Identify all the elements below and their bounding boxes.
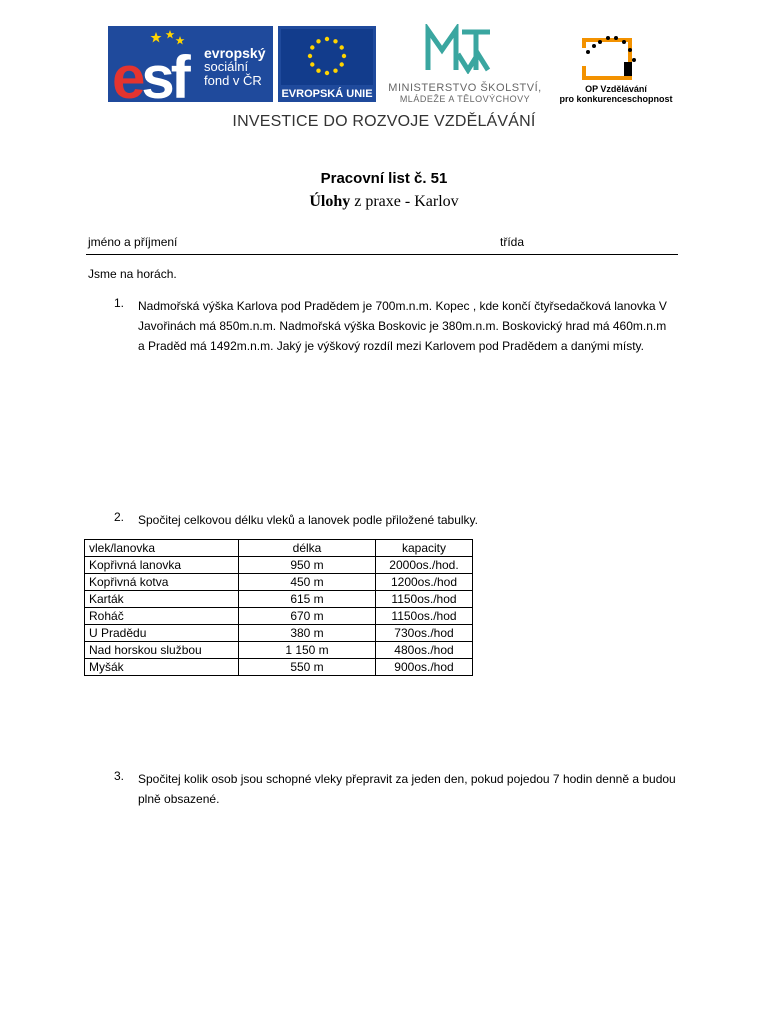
task-3-number: 3. — [114, 769, 125, 783]
table-row — [85, 642, 473, 659]
cell-capacity: 730os./hod — [376, 625, 473, 642]
cell-length: 1 150 m — [239, 642, 376, 659]
class-label: třída — [500, 235, 525, 249]
cell-capacity: 1200os./hod — [376, 574, 473, 591]
op-mark-icon — [578, 30, 638, 84]
cell-length: 670 m — [239, 608, 376, 625]
esf-letters: esf — [112, 44, 187, 111]
intro-text: Jsme na horách. — [88, 267, 177, 281]
table-row — [85, 659, 473, 676]
cell-capacity: 1150os./hod — [376, 608, 473, 625]
eu-flag — [281, 29, 373, 85]
cell-length: 950 m — [239, 557, 376, 574]
cell-lift: Roháč — [85, 608, 239, 625]
msmt-line1: MINISTERSTVO ŠKOLSTVÍ, — [388, 82, 542, 94]
op-line2: pro konkurenceschopnost — [559, 94, 673, 104]
cell-lift: U Pradědu — [85, 625, 239, 642]
lifts-table — [84, 539, 473, 676]
subtitle-rest: z praxe - Karlov — [350, 193, 459, 210]
esf-words — [204, 46, 265, 88]
op-line1: OP Vzdělávání — [585, 84, 647, 94]
page-subtitle — [0, 193, 768, 211]
msmt-logo — [380, 24, 550, 104]
cell-lift: Myšák — [85, 659, 239, 676]
cell-capacity: 480os./hod — [376, 642, 473, 659]
cell-lift: Karták — [85, 591, 239, 608]
table-row — [85, 625, 473, 642]
page-title: Pracovní list č. 51 — [320, 170, 448, 187]
table-row — [85, 591, 473, 608]
cell-capacity: 1150os./hod — [376, 591, 473, 608]
task-2-number: 2. — [114, 510, 125, 524]
tagline: INVESTICE DO ROZVOJE VZDĚLÁVÁNÍ — [232, 113, 536, 130]
msmt-line2: MLÁDEŽE A TĚLOVÝCHOVY — [399, 94, 531, 104]
esf-logo — [108, 26, 273, 111]
task-2-text: Spočitej celkovou délku vleků a lanovek podle přiložené tabulky. — [138, 513, 478, 527]
cell-lift: Kopřivná lanovka — [85, 557, 239, 574]
column-header-lift: vlek/lanovka — [85, 540, 239, 557]
cell-lift: Kopřivná kotva — [85, 574, 239, 591]
cell-length: 550 m — [239, 659, 376, 676]
column-header-length: délka — [239, 540, 376, 557]
name-line — [86, 254, 678, 255]
msmt-mark-icon — [424, 24, 494, 74]
cell-length: 380 m — [239, 625, 376, 642]
table-header-row — [85, 540, 473, 557]
cell-length: 450 m — [239, 574, 376, 591]
eu-logo — [278, 26, 376, 102]
esf-line3: fond v ČR — [204, 73, 262, 88]
column-header-capacity: kapacity — [376, 540, 473, 557]
subtitle-bold: Úlohy — [309, 193, 351, 210]
table-row — [85, 557, 473, 574]
task-1-text: Nadmořská výška Karlova pod Pradědem je 700m.n.m. Kopec , kde končí čtyřsedačková lanovka V Javořinách má 850m.n.m. Nadmořská výška Boskovic je 380m.n.m. Boskovický hrad má 460m.n.m a Praděd má 1492m.n.m. Jaký je výškový rozdíl mezi Karlovem pod Pradědem a danými místy. — [138, 299, 667, 353]
eu-label: EVROPSKÁ UNIE — [281, 88, 373, 100]
task-1-number: 1. — [114, 296, 125, 310]
eu-stars-icon — [281, 29, 373, 85]
esf-letters-rest: sf — [141, 44, 187, 111]
op-logo — [556, 24, 676, 104]
name-label: jméno a příjmení — [88, 235, 178, 249]
table-row — [85, 574, 473, 591]
cell-lift: Nad horskou službou — [85, 642, 239, 659]
cell-capacity: 2000os./hod. — [376, 557, 473, 574]
esf-line1: evropský — [204, 45, 266, 61]
esf-line2: sociální — [204, 59, 249, 74]
table-row — [85, 608, 473, 625]
task-3-text: Spočitej kolik osob jsou schopné vleky přepravit za jeden den, pokud pojedou 7 hodin denně a budou plně obsazené. — [138, 772, 676, 806]
cell-length: 615 m — [239, 591, 376, 608]
cell-capacity: 900os./hod — [376, 659, 473, 676]
